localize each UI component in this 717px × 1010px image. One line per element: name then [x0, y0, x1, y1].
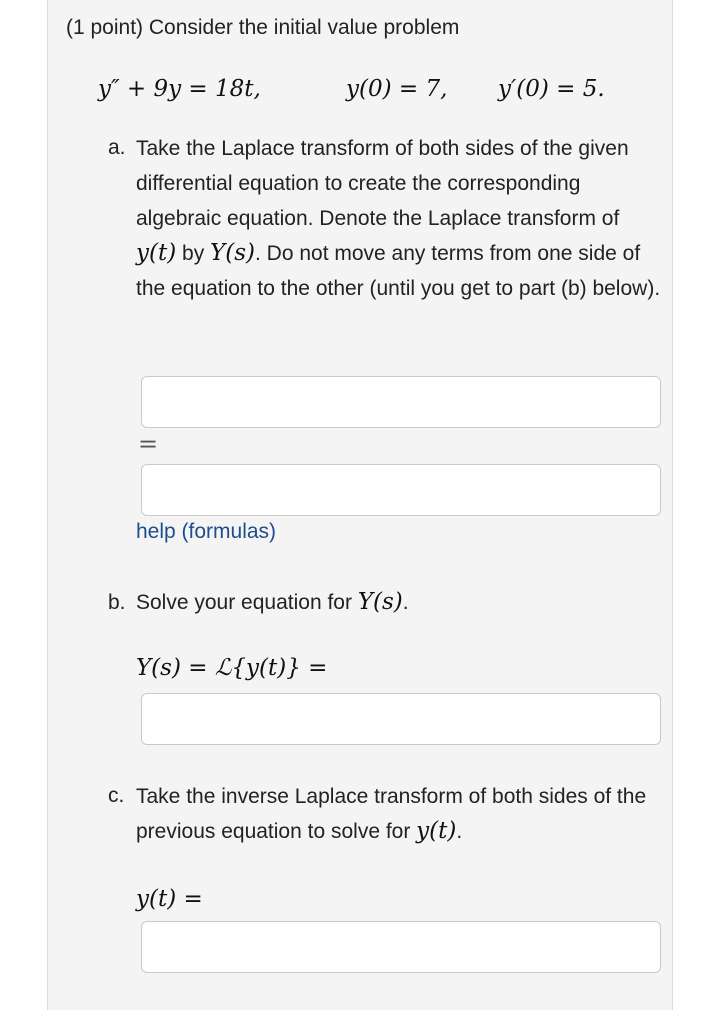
problem-card [47, 0, 673, 1010]
initial-condition-yprime0: y′(0) = 5. [498, 76, 605, 102]
equals-sign: = [138, 430, 159, 458]
part-a-text-3: . Do not move any terms from one side of the equation to the other (until you get to part (b) below). [136, 242, 661, 300]
part-c-instructions [136, 779, 661, 849]
problem-intro: (1 point) Consider the initial value problem [66, 16, 460, 39]
part-a-y-of-t: y(t) [136, 240, 177, 266]
initial-condition-y0: y(0) = 7, [346, 76, 448, 102]
part-a-instructions [136, 131, 661, 306]
laplace-lhs-input[interactable] [141, 376, 661, 428]
part-c-letter: c. [108, 784, 125, 807]
part-a-letter: a. [108, 136, 126, 159]
part-b-instructions [136, 585, 409, 620]
part-c-text: Take the inverse Laplace transform of both sides of the previous equation to solve for [136, 785, 647, 843]
part-b-period: . [402, 591, 409, 614]
y-of-t-label: y(t) = [136, 886, 203, 912]
part-c-period: . [456, 820, 463, 843]
part-b-letter: b. [108, 591, 126, 614]
part-a-text-2: by [176, 242, 211, 265]
laplace-rhs-input[interactable] [141, 464, 661, 516]
part-a-Y-of-s: Y(s) [210, 240, 255, 266]
Y-of-s-answer-input[interactable] [141, 693, 661, 745]
part-b-text: Solve your equation for [136, 591, 358, 614]
part-b-Y-of-s: Y(s) [357, 589, 403, 615]
Y-of-s-label: Y(s) = ℒ{y(t)} = [136, 655, 328, 681]
help-formulas-link[interactable]: help (formulas) [136, 520, 277, 543]
ode-equation: y″ + 9y = 18t, [98, 76, 261, 102]
y-of-t-answer-input[interactable] [141, 921, 661, 973]
part-c-y-of-t: y(t) [416, 818, 457, 844]
part-a-text-1: Take the Laplace transform of both sides of the given differential equation to create the corresponding algebraic equation. Denote the Laplace transform of [136, 137, 629, 230]
